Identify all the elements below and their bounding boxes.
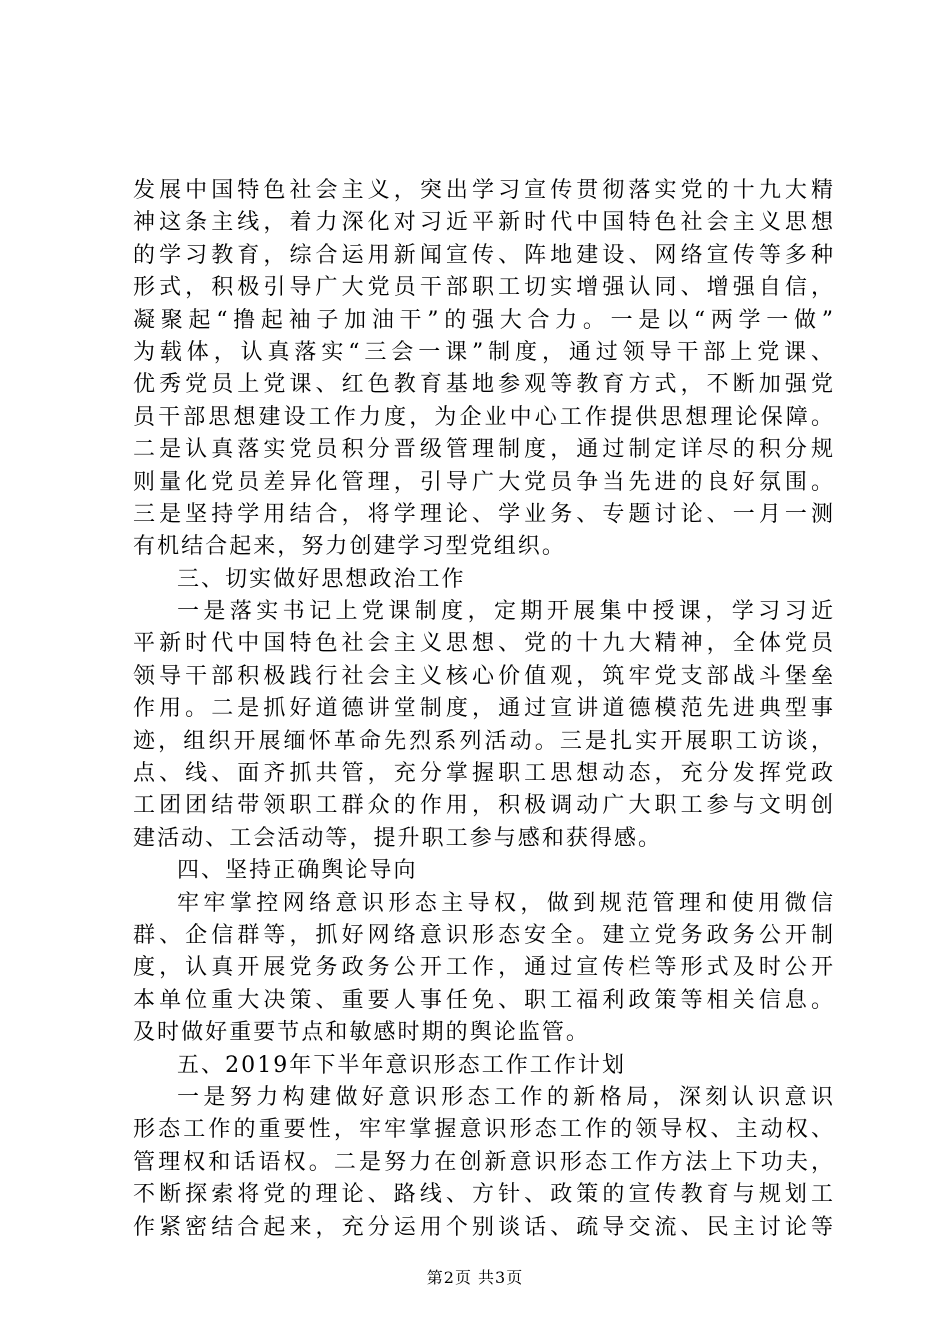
- text-line: 则量化党员差异化管理，引导广大党员争当先进的良好氛围。: [133, 469, 833, 495]
- text-line: 群、企信群等，抓好网络意识形态安全。建立党务政务公开制: [133, 922, 833, 948]
- body-text: [133, 175, 833, 1244]
- text-line: 作用。二是抓好道德讲堂制度，通过宣讲道德模范先进典型事: [133, 696, 833, 722]
- text-line: 凝聚起“撸起袖子加油干”的强大合力。一是以“两学一做”: [133, 307, 833, 333]
- text-line: 一是努力构建做好意识形态工作的新格局，深刻认识意识: [177, 1084, 833, 1110]
- text-line: 领导干部积极践行社会主义核心价值观，筑牢党支部战斗堡垒: [133, 663, 833, 689]
- text-line: 为载体，认真落实“三会一课”制度，通过领导干部上党课、: [133, 339, 833, 365]
- text-line: 形式，积极引导广大党员干部职工切实增强认同、增强自信，: [133, 275, 833, 301]
- text-line: 一是落实书记上党课制度，定期开展集中授课，学习习近: [177, 599, 833, 625]
- text-line: 本单位重大决策、重要人事任免、职工福利政策等相关信息。: [133, 987, 833, 1013]
- text-line: 二是认真落实党员积分晋级管理制度，通过制定详尽的积分规: [133, 437, 833, 463]
- section-heading: 五、2019年下半年意识形态工作工作计划: [177, 1052, 626, 1078]
- text-line: 优秀党员上党课、红色教育基地参观等教育方式，不断加强党: [133, 372, 833, 398]
- text-line: 发展中国特色社会主义，突出学习宣传贯彻落实党的十九大精: [133, 178, 833, 203]
- text-line: 的学习教育，综合运用新闻宣传、阵地建设、网络宣传等多种: [133, 242, 833, 268]
- text-line: 三是坚持学用结合，将学理论、学业务、专题讨论、一月一测: [133, 501, 833, 527]
- text-line: 工团团结带领职工群众的作用，积极调动广大职工参与文明创: [133, 793, 833, 819]
- text-line: 神这条主线，着力深化对习近平新时代中国特色社会主义思想: [133, 210, 833, 236]
- text-line: 建活动、工会活动等，提升职工参与感和获得感。: [133, 825, 663, 851]
- text-line: 管理权和话语权。二是努力在创新意识形态工作方法上下功夫，: [133, 1149, 833, 1175]
- text-line: 点、线、面齐抓共管，充分掌握职工思想动态，充分发挥党政: [133, 761, 833, 787]
- text-line: 度，认真开展党务政务公开工作，通过宣传栏等形式及时公开: [133, 955, 833, 981]
- text-line: 员干部思想建设工作力度，为企业中心工作提供思想理论保障。: [133, 404, 833, 430]
- text-line: 牢牢掌控网络意识形态主导权，做到规范管理和使用微信: [177, 890, 833, 916]
- text-line: 不断探索将党的理论、路线、方针、政策的宣传教育与规划工: [133, 1182, 833, 1208]
- text-line: 平新时代中国特色社会主义思想、党的十九大精神，全体党员: [133, 631, 833, 657]
- text-line: 迹，组织开展缅怀革命先烈系列活动。三是扎实开展职工访谈，: [133, 728, 833, 754]
- text-line: 形态工作的重要性，牢牢掌握意识形态工作的领导权、主动权、: [133, 1117, 833, 1143]
- page-number-footer: 第2页 共3页: [426, 1268, 524, 1287]
- section-heading: 三、切实做好思想政治工作: [177, 566, 466, 592]
- text-line: 及时做好重要节点和敏感时期的舆论监管。: [133, 1020, 590, 1046]
- text-line: 作紧密结合起来，充分运用个别谈话、疏导交流、民主讨论等: [133, 1214, 833, 1240]
- text-line: 有机结合起来，努力创建学习型党组织。: [133, 534, 566, 560]
- section-heading: 四、坚持正确舆论导向: [177, 858, 418, 884]
